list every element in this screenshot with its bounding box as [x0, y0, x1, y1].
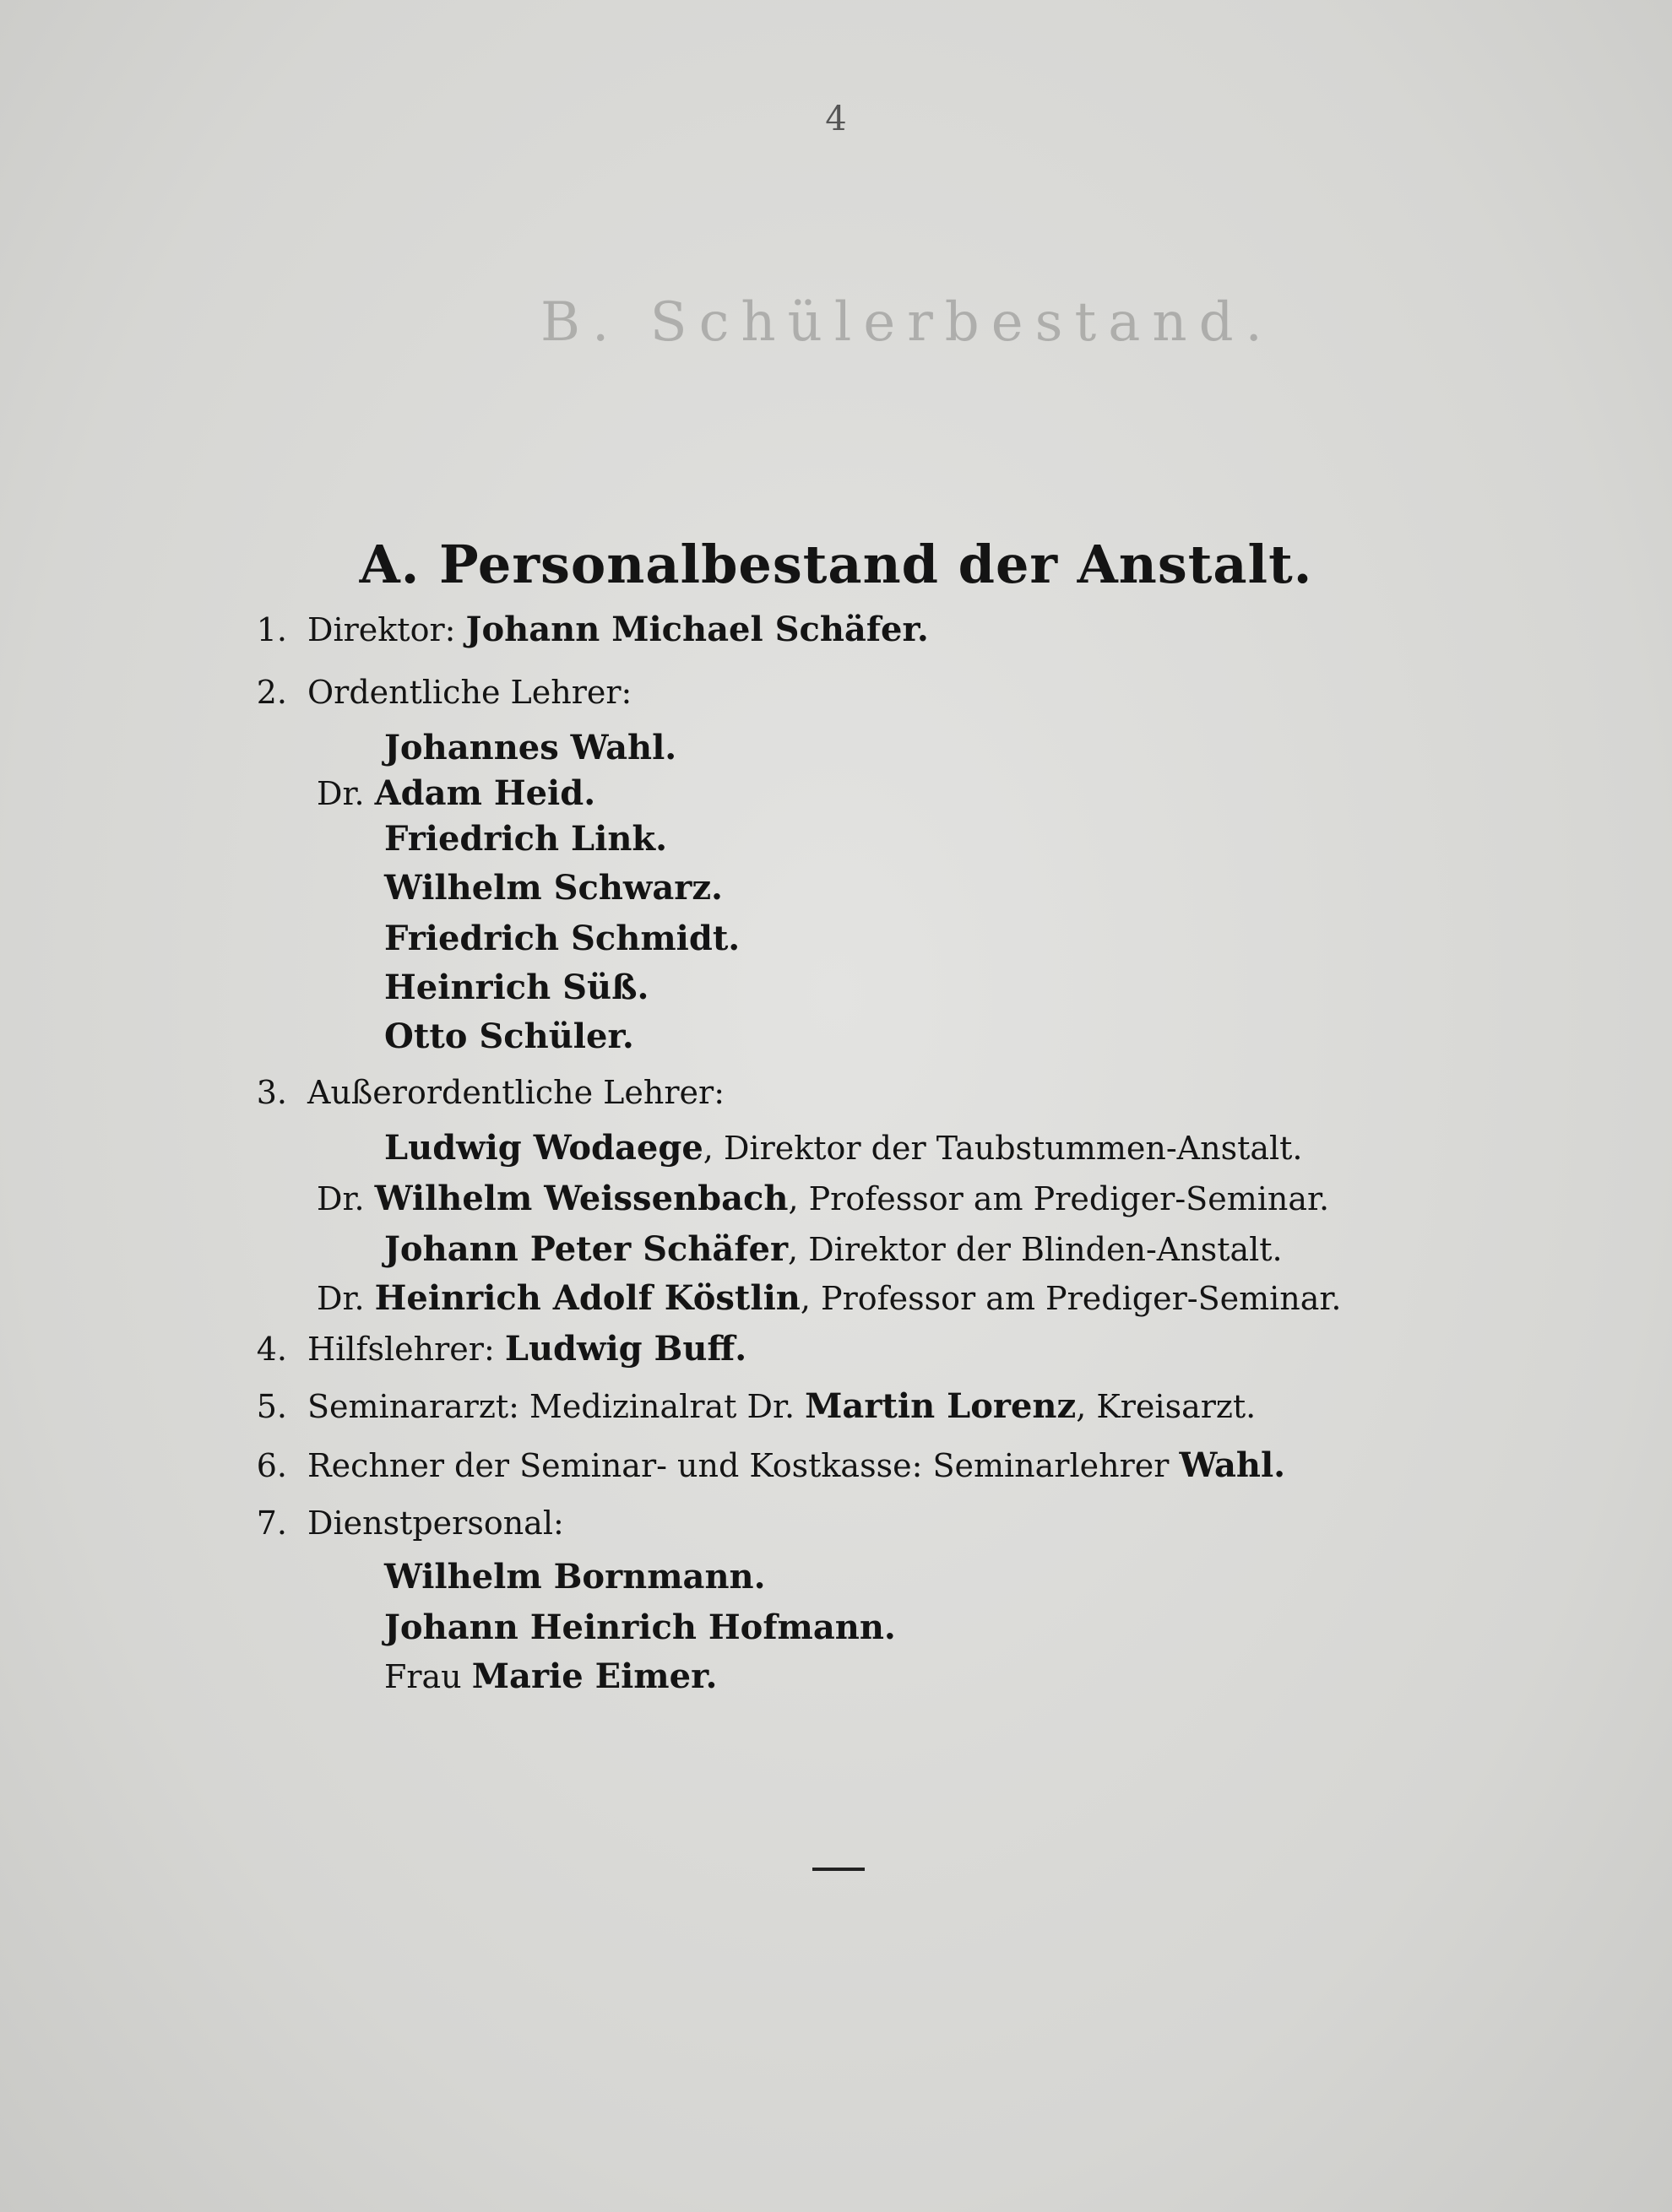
person-name: Ludwig Wodaege: [384, 1128, 703, 1168]
entry-staff: [220, 1504, 564, 1542]
staff-row: [384, 1557, 766, 1597]
staff-row: [384, 1607, 896, 1647]
extra-teacher-row: [317, 1179, 1329, 1218]
entry-number: 5.: [256, 1388, 287, 1425]
person-role: , Professor am Prediger-Seminar.: [800, 1280, 1342, 1317]
entry-label: Hilfslehrer:: [307, 1331, 495, 1368]
person-name: Ludwig Buff.: [504, 1329, 747, 1369]
teacher-row: [384, 968, 649, 1007]
person-name: Friedrich Schmidt.: [384, 919, 741, 958]
teacher-row: [384, 1017, 634, 1056]
person-name: Johannes Wahl.: [384, 728, 677, 767]
entry-label: Dienstpersonal:: [307, 1504, 564, 1542]
entry-number: 4.: [256, 1331, 287, 1368]
extra-teacher-row: [384, 1128, 1303, 1168]
teacher-row: [384, 868, 723, 908]
entry-label: Rechner der Seminar- und Kostkasse: Seminarlehrer: [307, 1447, 1170, 1484]
teacher-row: [317, 773, 595, 813]
teacher-row: [384, 919, 740, 958]
person-role: , Professor am Prediger-Seminar.: [788, 1180, 1330, 1217]
name-prefix: Frau: [384, 1658, 462, 1695]
person-role: , Direktor der Blinden-Anstalt.: [788, 1231, 1283, 1268]
section-title: A. Personalbestand der Anstalt.: [359, 534, 1313, 595]
person-name: Heinrich Süß.: [384, 968, 649, 1007]
entry-label: Außerordentliche Lehrer:: [307, 1074, 725, 1111]
person-name: Marie Eimer.: [471, 1656, 718, 1696]
person-name: Wilhelm Weissenbach: [374, 1179, 789, 1218]
entry-teachers: [220, 674, 632, 711]
entry-number: 7.: [256, 1504, 287, 1542]
entry-extra-teachers: [220, 1074, 725, 1111]
name-prefix: Dr.: [317, 1180, 365, 1217]
entry-number: 6.: [256, 1447, 287, 1484]
person-name: Adam Heid.: [374, 773, 596, 813]
person-role: , Direktor der Taubstummen-Anstalt.: [703, 1130, 1303, 1167]
extra-teacher-row: [384, 1229, 1283, 1269]
person-role: , Kreisarzt.: [1076, 1388, 1257, 1425]
person-name: Wilhelm Bornmann.: [384, 1557, 766, 1597]
page-number: 4: [825, 100, 847, 138]
person-name: Wilhelm Schwarz.: [384, 868, 723, 908]
entry-doctor: [220, 1386, 1256, 1426]
entry-label: Seminararzt: Medizinalrat Dr.: [307, 1388, 795, 1425]
person-name: Johann Peter Schäfer: [384, 1229, 789, 1269]
person-name: Johann Heinrich Hofmann.: [384, 1607, 896, 1647]
entry-label: Ordentliche Lehrer:: [307, 674, 632, 711]
entry-label: Direktor:: [307, 611, 456, 648]
teacher-row: [384, 728, 676, 767]
staff-row: [384, 1656, 717, 1696]
teacher-row: [384, 819, 667, 859]
person-name: Otto Schüler.: [384, 1017, 634, 1056]
entry-director: [220, 610, 929, 649]
person-name: Martin Lorenz: [805, 1386, 1077, 1426]
bleed-through-title: B. Schülerbestand.: [540, 291, 1274, 354]
entry-number: 1.: [256, 611, 287, 648]
person-name: Friedrich Link.: [384, 819, 668, 859]
entry-accountant: [220, 1445, 1285, 1485]
name-prefix: Dr.: [317, 775, 365, 812]
section-divider: [812, 1868, 865, 1871]
person-name: Wahl.: [1179, 1445, 1286, 1485]
entry-number: 3.: [256, 1074, 287, 1111]
entry-assistant: [220, 1329, 746, 1369]
name-prefix: Dr.: [317, 1280, 365, 1317]
entry-number: 2.: [256, 674, 287, 711]
extra-teacher-row: [317, 1278, 1341, 1318]
person-name: Heinrich Adolf Köstlin: [374, 1278, 801, 1318]
person-name: Johann Michael Schäfer.: [465, 610, 929, 649]
